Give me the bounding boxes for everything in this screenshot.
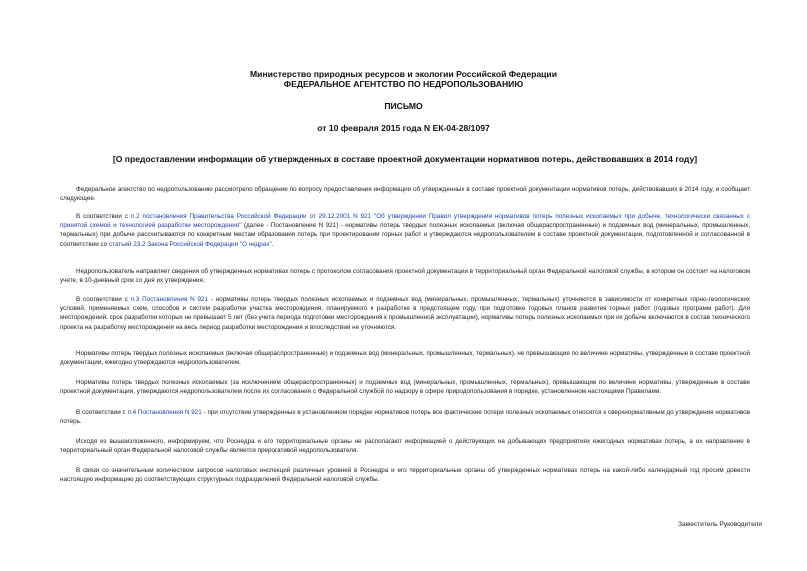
paragraph-2-text-c: . xyxy=(271,240,274,248)
ministry-title: Министерство природных ресурсов и экологии Российской Федерации xyxy=(250,69,557,79)
link-resolution-921-p4[interactable]: п.4 Постановления N 921 xyxy=(127,409,202,416)
paragraph-8: Исходя из вышеизложенного, информируем, что Роснедра и его территориальные органы не располагают информацией о действующих на добывающих предприятиях ежегодных нормативах потерь, а их направление в территориальный орган Федеральной налоговой службы является прерогативой недропользователя. xyxy=(60,438,750,455)
paragraph-5: Нормативы потерь твердых полезных ископаемых (включая общераспространенные) и подземных вод (минеральных, промышленных, термальных), не превышающие по величине нормативы, утвержденные в составе проектной документации, ежегодно утверждаются недропользователем. xyxy=(60,350,750,367)
paragraph-3: Недропользователь направляет сведения об утвержденных нормативах потерь с протоколом согласования проектной документации в территориальный орган Федеральной налоговой службы, в котором он состоит на налоговом учете, в 10-дневный срок со дня их утверждения. xyxy=(60,268,750,285)
paragraph-7-text-b: - при отсутствии утвержденных в установленном порядке нормативов потерь все фактические потери полезных ископаемых относятся к сверхнормативным до утверждения нормативов потерь. xyxy=(60,409,751,426)
paragraph-4-text-b: - нормативы потерь твердых полезных ископаемых и подземных вод (минеральных, промышленных, термальных) уточняются в зависимости от конкретных горно-геологических условий, применяемых схем, способов и систем разработки участка месторождения, планируемого к разработке в предстоящем году, при подготовке годовых планов развития горных работ (годовых программ работ). Для месторождений, срок разработки которых не превышает 5 лет (без учета периода подготовки месторождения к промышленной эксплуатации), нормативы потерь полезных ископаемых при их добыче включаются в состав технического проекта на разработку месторождения на весь период разработки месторождения и впоследствии не уточняются. xyxy=(60,296,751,331)
paragraph-7-text-a: В соответствии с xyxy=(76,409,128,416)
paragraph-2-text-b: (далее - Постановление N 921) - нормативы потерь твердых полезных ископаемых (включая общераспространенные) и подземных вод (минеральных, промышленных, термальных) при добыче рассчитываются по конкретным местам образования потерь при проектировании горных работ и утверждаются недропользователем в составе проектной документации, подготовленной и согласованной в соответствии со xyxy=(60,222,750,248)
paragraph-7 xyxy=(60,408,750,426)
document-type: ПИСЬМО xyxy=(384,101,423,111)
paragraph-2-text-a: В соответствии с xyxy=(76,213,131,220)
paragraph-2 xyxy=(60,212,750,249)
paragraph-4-text-a: В соответствии с xyxy=(76,296,131,303)
link-law-on-subsoil[interactable]: статьей 23.2 Закона Российской Федерации "О недрах" xyxy=(108,240,272,248)
paragraph-6: Нормативы потерь твердых полезных ископаемых (за исключением общераспространенных) и подземных вод (минеральных, промышленных, термальных), превышающие по величине нормативы, утвержденные в составе проектной документации, утверждаются недропользователем после их согласования с Федеральной службой по надзору в сфере природопользования в порядке, установленном настоящими Правилами. xyxy=(60,379,750,396)
paragraph-4 xyxy=(60,295,750,332)
paragraph-9: В связи со значительным количеством запросов налоговых инспекций различных уровней в Роснедра и его территориальные органы об утвержденных нормативах потерь на какой-либо календарный год просим довести настоящую информацию до соответствующих структурных подразделений Федеральной налоговой службы. xyxy=(60,467,750,484)
link-resolution-921-p2[interactable]: п.2 постановления Правительства Российской Федерации от 29.12.2001 N 921 "Об утверждении Правил утверждения нормативов потерь полезных ископаемых при добыче, технологически связанных с принятой схемой и технологией разработки месторождения" xyxy=(60,213,751,230)
document-date-number: от 10 февраля 2015 года N ЕК-04-28/1097 xyxy=(317,123,490,133)
link-resolution-921-p3[interactable]: п.3 Постановления N 921 xyxy=(130,296,209,303)
signature-title: Заместитель Руководителя xyxy=(678,521,762,528)
agency-title: ФЕДЕРАЛЬНОЕ АГЕНТСТВО ПО НЕДРОПОЛЬЗОВАНИЮ xyxy=(283,79,524,89)
paragraph-1: Федеральное агентство по недропользованию рассмотрело обращение по вопросу предоставления информации об утвержденных в составе проектной документации нормативов потерь, действовавших в 2014 году, и сообщает следующее. xyxy=(60,186,750,203)
document-subject: [О предоставлении информации об утвержденных в составе проектной документации нормативов потерь, действовавших в 2014 году] xyxy=(112,154,698,164)
